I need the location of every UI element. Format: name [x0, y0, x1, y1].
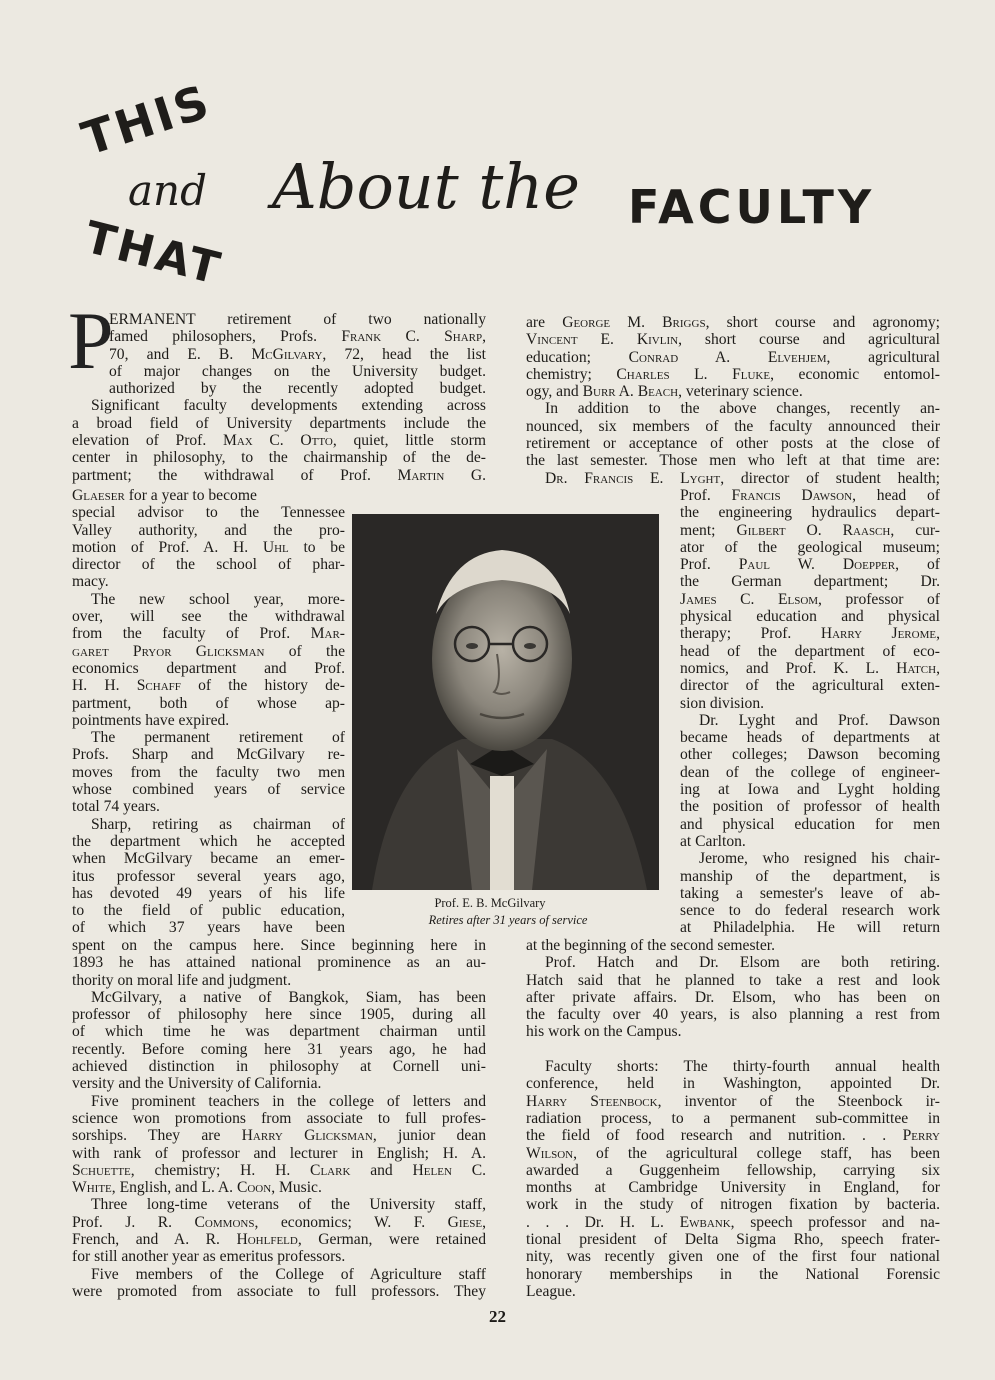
photo-caption-name: Prof. E. B. McGilvary — [434, 896, 546, 910]
portrait-illustration — [352, 514, 659, 890]
drop-cap: P — [68, 295, 114, 386]
portrait-photo — [352, 514, 659, 890]
left-column-bottom: spent on the campus here. Since beginning here in 1893 he has attained national prominence as an au- thority on moral life and judgment. McGilvary, a native of Bangkok, Siam, has been professor of philosophy here since 1905, during all of which time he was department chairman until recently. Before coming here 31 years ago, he had achieved distinction in philosophy at Cornell uni- versity and the University of California. Five prominent teachers in the college of letters and science won promotions from associate to full profes- sorships. They are Harry Glicksman, junior dean with rank of professor and lecturer in English; H. A. Schuette, chemistry; H. H. Clark and Helen C. White, English, and L. A. Coon, Music. Three long-time veterans of the University staff, Prof. J. R. Commons, economics; W. F. Giese, French, and A. R. Hohlfeld, German, were retained for still another year as emeritus professors. Five members of the College of Agriculture staff were promoted from associate to full professors. They — [72, 937, 486, 1300]
paragraph-developments: Significant faculty developments extending across a broad field of University departments include the elevation of Prof. Max C. Otto, quiet, little storm center in philosophy, to the chairmanship of the de- partment; the withdrawal of Prof. Martin G. — [72, 397, 487, 484]
left-column-narrow: Glaeser for a year to become special advisor to the Tennessee Valley authority, and the pro- motion of Prof. A. H. Uhl to be director of the school of phar- macy. The new school year, more- over, will see the withdrawal from the faculty of Prof. Mar- garet Pryor Glicksman of the economics department and Prof. H. H. Schaff of the history de- partment, both of whose ap- pointments have expired. The permanent retirement of Profs. Sharp and McGilvary re- moves from the faculty two men whose combined years of service total 74 years. Sharp, retiring as chairman of the department which he accepted when McGilvary became an emer- itus professor several years ago, has devoted 49 years of his life to the field of public education, of which 37 years have been — [72, 487, 345, 937]
right-column-narrow: Prof. Francis Dawson, head of the engineering hydraulics depart- ment; Gilbert O. Raasch, cur- ator of the geological museum; Prof. Paul W. Doepper, of the German department; Dr. James C. Elsom, professor of physical education and physical therapy; Prof. Harry Jerome, head of the department of eco- nomics, and Prof. K. L. Hatch, director of the agricultural exten- sion division. Dr. Lyght and Prof. Dawson became heads of departments at other colleges; Dawson becoming dean of the college of engineer- ing at Iowa and Lyght holding the position of professor of health and physical education for men at Carlton. Jerome, who resigned his chair- manship of the department, is taking a semester's leave of ab- sence to do federal research work at Philadelphia. He will return — [680, 487, 940, 937]
paragraph-intro: ERMANENT retirement of two nationally famed philosophers, Profs. Frank C. Sharp, 70, and E. B. McGilvary, 72, head the list of major changes on the University budget. authorized by the recently adopted budget. — [109, 311, 486, 398]
title-and: and — [128, 166, 207, 215]
title-that: THAT — [79, 212, 228, 296]
right-column-bottom: at the beginning of the second semester. Prof. Hatch and Dr. Elsom are both retiring. Hatch said that he planned to take a rest and look after private affairs. Dr. Elsom, who has been on the faculty over 40 years, is also planning a rest from his work on the Campus. Faculty shorts: The thirty-fourth annual health conference, held in Washington, appointed Dr. Harry Steenbock, inventor of the Steenbock ir- radiation process, to a permanent sub-committee in the field of food research and nutrition. . . Perry Wilson, of the agricultural college staff, has been awarded a Guggenheim fellowship, carrying six months at Cambridge University in England, for work in the study of nitrogen fixation by bacteria. . . . Dr. H. L. Ewbank, speech professor and na- tional president of Delta Sigma Rho, speech frater- nity, was recently given one of the first four national honorary memberships in the National Forensic League. — [526, 937, 941, 1300]
title-this: THIS — [75, 73, 218, 166]
photo-caption-sub: Retires after 31 years of service — [428, 913, 588, 927]
title-faculty: FACULTY — [628, 180, 876, 234]
right-column-top: are George M. Briggs, short course and agronomy; Vincent E. Kivlin, short course and agricultural education; Conrad A. Elvehjem, agricultural chemistry; Charles L. Fluke, economic entomol- ogy, and Burr A. Beach, veterinary science. In addition to the above changes, recently an- nounced, six members of the faculty announced their retirement or acceptance of other posts at the close of the last semester. Those men who left at that time are: Dr. Francis E. Lyght, director of student health; — [526, 314, 941, 487]
page-number: 22 — [489, 1307, 506, 1326]
left-column-top — [72, 311, 486, 484]
title-about-the: About the — [272, 150, 580, 223]
